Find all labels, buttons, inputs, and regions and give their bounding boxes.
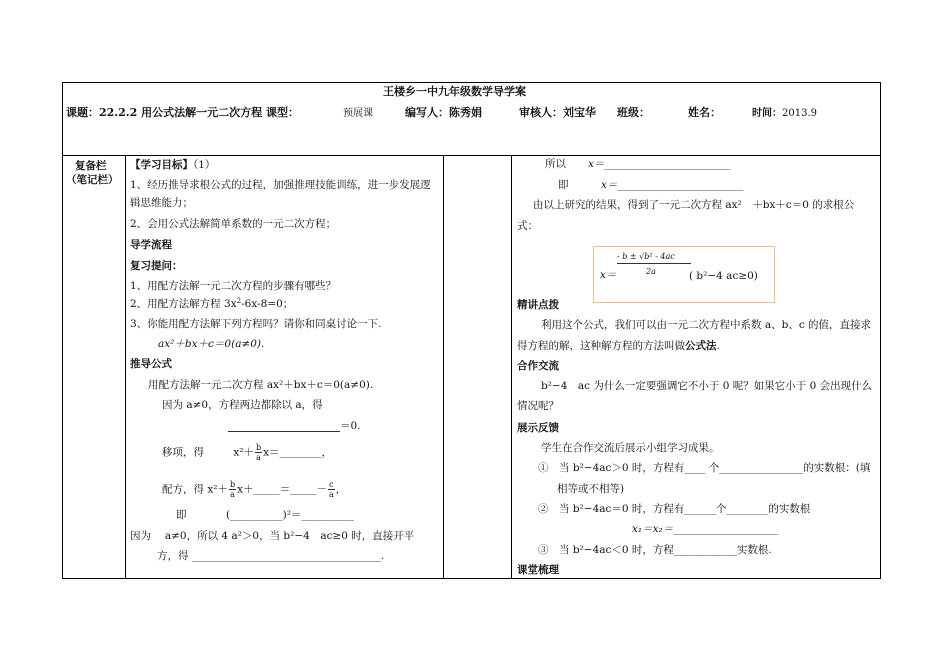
conclusion-line-2: 式：	[517, 220, 538, 232]
formula-fraction-bar	[617, 263, 691, 264]
question-2: 2、用配方法解方程 $3x^2-6x-8=0$；	[130, 297, 294, 310]
key-points-line-1: 利用这个公式，我们可以由一元二次方程中系数 a、b、c 的值，直接求	[541, 319, 872, 331]
key-points-line-2	[517, 339, 720, 353]
goals-count: （1）	[193, 159, 216, 171]
step-divide-end: ＝0.	[340, 420, 361, 432]
step-complete-label: 配方，得 x²＋	[162, 483, 228, 496]
case-1-line-1: ① 当 b²−4ac＞0 时，方程有____ 个________________的实数根：(填	[538, 462, 871, 474]
question-1: 1、用配方法解一元二次方程的步骤有哪些？	[130, 280, 337, 292]
cooperation-line-1: b²−4 ac 为什么一定要强调它不小于 0 呢？如果它小于 0 会出现什么	[541, 380, 873, 392]
key-points-heading: 精讲点拨	[517, 299, 559, 311]
cooperation-line-2: 情况呢？	[517, 400, 559, 412]
formula-numerator: - b ± √b² - 4ac	[617, 252, 675, 261]
step-move-expr: x²＋	[233, 446, 254, 459]
ie-label: 即	[558, 179, 569, 191]
step-complete-end: ，	[335, 483, 347, 496]
table-left-border	[62, 82, 63, 579]
author-field	[405, 106, 482, 120]
feedback-intro: 学生在合作交流后展示小组学习成果。	[541, 442, 720, 454]
reviewer-value: 刘宝华	[563, 106, 596, 119]
derive-heading: 推导公式	[130, 358, 172, 370]
case-2-expr: x₁＝x₂＝____________________	[632, 523, 779, 535]
key-points-line-2-prefix: 得方程的解，这种解方程的方法叫做	[517, 340, 685, 352]
formula-x: x＝	[600, 269, 617, 281]
fraction-c-over-a: $\frac{c}{a}$	[329, 480, 334, 499]
step-because-line-2: 方，得 ____________________________________.	[157, 550, 385, 562]
goal-2: 2、会用公式法解简单系数的一元二次方程；	[130, 218, 337, 230]
topic-value: 22.2.2 用公式法解一元二次方程	[99, 106, 263, 119]
step-divide-blank	[228, 431, 340, 432]
step-divide: 因为 a≠0，方程两边都除以 a，得	[162, 399, 323, 411]
flow-heading: 导学流程	[130, 239, 172, 251]
cooperation-heading: 合作交流	[517, 360, 559, 372]
table-right-border	[880, 82, 881, 579]
formula-method-term: 公式法	[685, 340, 717, 352]
fraction-b-over-a: $\frac{b}{a}$	[255, 443, 262, 462]
key-points-line-2-end: .	[716, 340, 720, 352]
reviewer-field	[519, 106, 596, 120]
time-label: 时间：	[752, 108, 782, 119]
goals-heading-text: 【学习目标】	[130, 159, 193, 171]
review-heading: 复习提问：	[130, 260, 183, 272]
table-top-border	[62, 82, 881, 83]
notes-column-subtitle: （笔记栏）	[66, 174, 119, 186]
step-complete	[162, 480, 346, 499]
formula-denominator: 2a	[646, 267, 656, 276]
col-divider-1	[125, 155, 126, 579]
class-label: 班级：	[617, 106, 650, 119]
step-move	[162, 443, 332, 462]
summary-heading: 课堂梳理	[517, 564, 559, 576]
therefore-expr: x＝________________________	[588, 158, 731, 170]
author-value: 陈秀娟	[449, 106, 482, 119]
general-equation: ax²＋bx＋c＝0(a≠0).	[158, 338, 265, 350]
learning-goals-heading	[130, 158, 215, 172]
derive-intro: 用配方法解一元二次方程 ax²＋bx＋c＝0(a≠0).	[148, 379, 374, 391]
type-value: 预展课	[343, 108, 373, 119]
author-label: 编写人：	[405, 106, 449, 119]
case-1-line-2: 相等或不相等)	[557, 483, 625, 495]
goal-1-line-2: 辑思维能力；	[130, 197, 193, 209]
topic-label: 课题：	[66, 106, 99, 119]
time-field	[752, 107, 817, 121]
formula-condition: ( b²−4 ac≥0)	[689, 270, 758, 282]
col-divider-3	[511, 155, 512, 579]
case-2: ② 当 b²−4ac＝0 时，方程有______个________的实数根	[538, 503, 811, 515]
step-ji-expr: (__________)²＝__________	[226, 509, 354, 521]
name-label: 姓名：	[688, 106, 721, 119]
question-3: 3、你能用配方法解下列方程吗？请你和同桌讨论一下.	[130, 318, 382, 330]
step-complete-mid: x＋_____＝_____－	[237, 483, 328, 496]
step-move-label: 移项，得	[162, 446, 204, 459]
case-3: ③ 当 b²−4ac＜0 时，方程____________实数根.	[538, 544, 772, 556]
step-because-line-1: 因为 a≠0，所以 4 a²＞0，当 b²−4 ac≥0 时，直接开平	[130, 530, 415, 542]
ie-expr: x＝________________________	[601, 179, 744, 191]
table-header-divider	[62, 155, 881, 156]
col-divider-2	[443, 155, 444, 579]
time-value: 2013.9	[782, 108, 817, 119]
page-title: 王楼乡一中九年级数学导学案	[383, 85, 526, 98]
question-2-prefix: 2、用配方法解方程 3x	[130, 298, 237, 310]
header-info-row	[66, 106, 299, 120]
therefore-label: 所以	[545, 158, 566, 170]
type-label: 课型：	[265, 106, 299, 119]
notes-column-title: 复备栏	[75, 160, 107, 172]
reviewer-label: 审核人：	[519, 106, 563, 119]
step-move-end: x＝________，	[263, 446, 333, 459]
question-2-suffix: -6x-8=0；	[241, 298, 294, 310]
feedback-heading: 展示反馈	[517, 422, 559, 434]
fraction-b-over-a-2: $\frac{b}{a}$	[229, 480, 236, 499]
step-ji-label: 即	[176, 509, 187, 521]
table-bottom-border	[62, 578, 881, 579]
conclusion-line-1: 由以上研究的结果，得到了一元二次方程 ax² ＋bx＋c＝0 的求根公	[533, 199, 855, 211]
goal-1-line-1: 1、经历推导求根公式的过程，加强推理技能训练，进一步发展逻	[130, 179, 431, 191]
